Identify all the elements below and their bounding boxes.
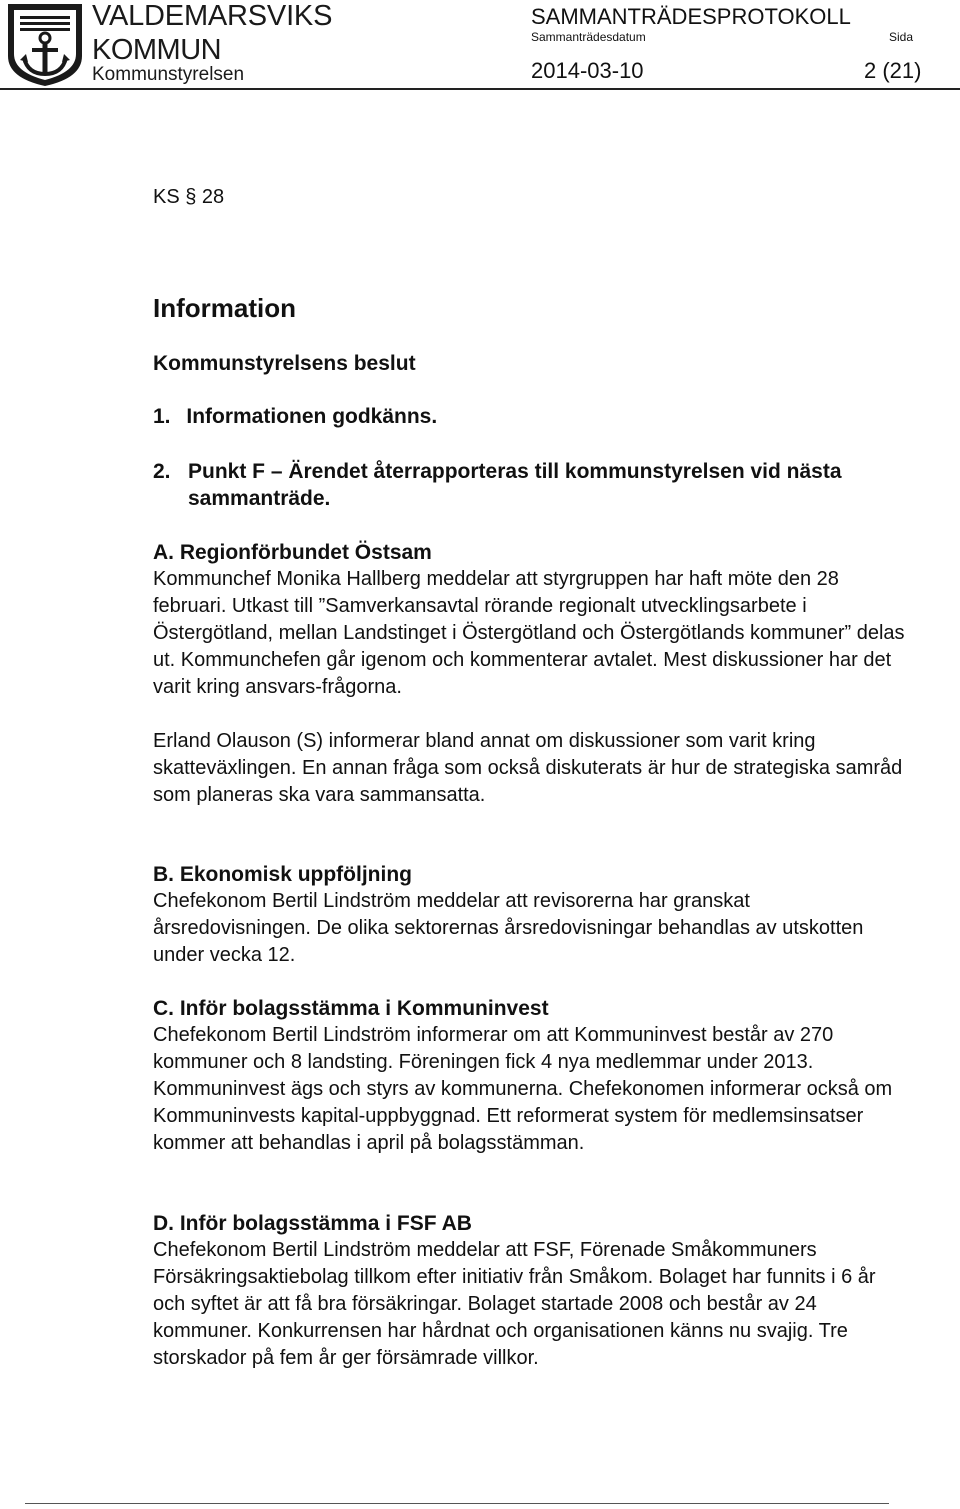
section-paragraph: Chefekonom Bertil Lindström meddelar att revisorerna har granskat årsredovisningen. De olika sektorernas årsredovisningar behandlas av utskotten under vecka 12.	[153, 890, 864, 966]
section-paragraph: Chefekonom Bertil Lindström meddelar att FSF, Förenade Småkommuners Försäkringsaktiebolag tillkom efter initiativ från Småkom. Bolaget har funnits i 6 år och syftet är att få bra försäkringar. Bolaget startade 2008 och består av 24 kommuner. Konkurrensen har hårdnat och organisationen känns nu svajig. Tre storskador på fem år ger försämrade villkor.	[153, 1239, 876, 1369]
page-number: 2 (21)	[864, 58, 922, 83]
footer-divider	[25, 1503, 889, 1504]
section-paragraph: Erland Olauson (S) informerar bland annat om diskussioner som varit kring skatteväxlingen. En annan fråga som också diskuterats är hur de strategiska samråd som planeras ska vara sammansatta.	[153, 730, 903, 806]
document-type: SAMMANTRÄDESPROTOKOLL	[531, 4, 851, 29]
section-heading: A. Regionförbundet Östsam	[153, 541, 432, 564]
section-heading: D. Inför bolagsstämma i FSF AB	[153, 1212, 472, 1235]
section-heading: B. Ekonomisk uppföljning	[153, 863, 412, 886]
section-paragraph: Chefekonom Bertil Lindström informerar om att Kommuninvest består av 270 kommuner och 8 landsting. Föreningen fick 4 nya medlemmar under 2013. Kommuninvest ägs och styrs av kommunerna. Chefekonomen informerar också om Kommuninvests kapital-uppbyggnad. Ett reformerat system för medlemsinsatser kommer att behandlas i april på bolagsstämman.	[153, 1024, 893, 1154]
decision-number: 1.	[153, 405, 171, 428]
section-b	[153, 861, 913, 969]
section-d	[153, 1210, 913, 1372]
section-a	[153, 539, 913, 809]
page-title: Information	[153, 293, 296, 323]
page-header	[0, 0, 960, 92]
org-department: Kommunstyrelsen	[92, 64, 245, 85]
decision-text: Informationen godkänns.	[186, 405, 438, 428]
org-name-line2: KOMMUN	[92, 34, 222, 66]
decision-item	[153, 405, 437, 429]
header-divider	[0, 88, 960, 90]
org-name-line1: VALDEMARSVIKS	[92, 0, 333, 32]
date-label: Sammanträdesdatum	[531, 30, 646, 44]
decision-text: Punkt F – Ärendet återrapporteras till kommunstyrelsen vid nästa sammanträde.	[188, 460, 842, 510]
page-label: Sida	[889, 30, 914, 44]
decision-number: 2.	[153, 460, 171, 483]
anchor-icon	[6, 2, 84, 88]
decision-heading: Kommunstyrelsens beslut	[153, 352, 416, 375]
decision-item	[153, 458, 893, 512]
case-id: KS § 28	[153, 186, 225, 208]
section-paragraph: Kommunchef Monika Hallberg meddelar att styrgruppen har haft möte den 28 februari. Utkast till ”Samverkansavtal rörande regionalt utvecklingsarbete i Östergötland, mellan Landstinget i Östergötland och Östergötlands kommuner” delas ut. Kommunchefen går igenom och kommenterar avtalet. Mest diskussioner har det varit kring ansvars-frågorna.	[153, 568, 905, 698]
section-heading: C. Inför bolagsstämma i Kommuninvest	[153, 997, 549, 1020]
section-c	[153, 995, 913, 1157]
meeting-date: 2014-03-10	[531, 58, 644, 83]
